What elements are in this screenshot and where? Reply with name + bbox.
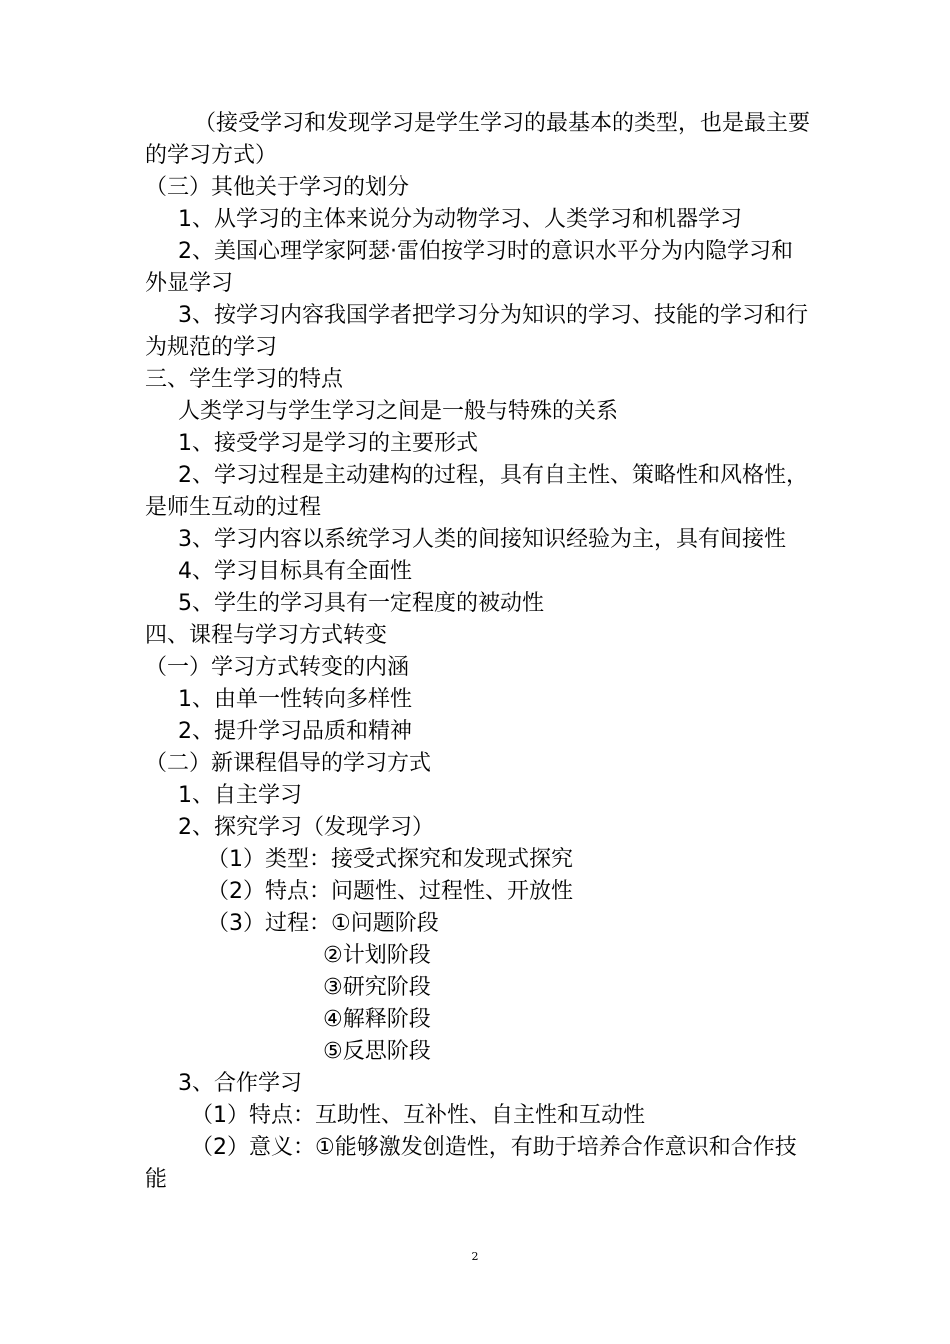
- list-item-continuation: 外显学习: [145, 271, 234, 296]
- sub-list-item: （1）特点：互助性、互补性、自主性和互动性: [191, 1103, 645, 1128]
- process-step: ④解释阶段: [323, 1007, 431, 1032]
- sub-list-item-continuation: 能: [145, 1167, 168, 1192]
- sub-list-item: （2）特点：问题性、过程性、开放性: [207, 879, 573, 904]
- sub-list-item: （1）类型：接受式探究和发现式探究: [207, 847, 573, 872]
- process-step: ③研究阶段: [323, 975, 431, 1000]
- list-item: 2、提升学习品质和精神: [178, 719, 412, 744]
- document-body: [145, 108, 815, 1196]
- process-step: ⑤反思阶段: [323, 1039, 431, 1064]
- paragraph-line: 人类学习与学生学习之间是一般与特殊的关系: [178, 399, 619, 424]
- paragraph-note-line-1: （接受学习和发现学习是学生学习的最基本的类型，也是最主要: [194, 111, 811, 136]
- list-item: 1、自主学习: [178, 783, 302, 808]
- list-item: 1、从学习的主体来说分为动物学习、人类学习和机器学习: [178, 207, 742, 232]
- list-item: 1、由单一性转向多样性: [178, 687, 412, 712]
- sub-list-item: （2）意义：①能够激发创造性，有助于培养合作意识和合作技: [191, 1135, 797, 1160]
- list-item: 2、学习过程是主动建构的过程，具有自主性、策略性和风格性，: [178, 463, 808, 488]
- page-number: 2: [471, 1250, 479, 1263]
- list-item: 3、按学习内容我国学者把学习分为知识的学习、技能的学习和行: [178, 303, 808, 328]
- list-item: 3、合作学习: [178, 1071, 302, 1096]
- list-item-continuation: 是师生互动的过程: [145, 495, 322, 520]
- sub-list-item: （3）过程：①问题阶段: [207, 911, 439, 936]
- list-item: 2、美国心理学家阿瑟·雷伯按学习时的意识水平分为内隐学习和: [178, 239, 793, 264]
- list-item-continuation: 为规范的学习: [145, 335, 278, 360]
- section-heading-curriculum: 四、课程与学习方式转变: [145, 623, 388, 648]
- process-step: ②计划阶段: [323, 943, 431, 968]
- paragraph-note-line-2: 的学习方式）: [145, 143, 278, 168]
- section-heading-student-learning: 三、学生学习的特点: [145, 367, 344, 392]
- list-item: 1、接受学习是学习的主要形式: [178, 431, 478, 456]
- subheading-other-divisions: （三）其他关于学习的划分: [145, 175, 410, 200]
- subheading-new-curriculum: （二）新课程倡导的学习方式: [145, 751, 432, 776]
- subheading-connotation: （一）学习方式转变的内涵: [145, 655, 410, 680]
- list-item: 4、学习目标具有全面性: [178, 559, 412, 584]
- list-item: 2、探究学习（发现学习）: [178, 815, 434, 840]
- list-item: 5、学生的学习具有一定程度的被动性: [178, 591, 544, 616]
- list-item: 3、学习内容以系统学习人类的间接知识经验为主，具有间接性: [178, 527, 786, 552]
